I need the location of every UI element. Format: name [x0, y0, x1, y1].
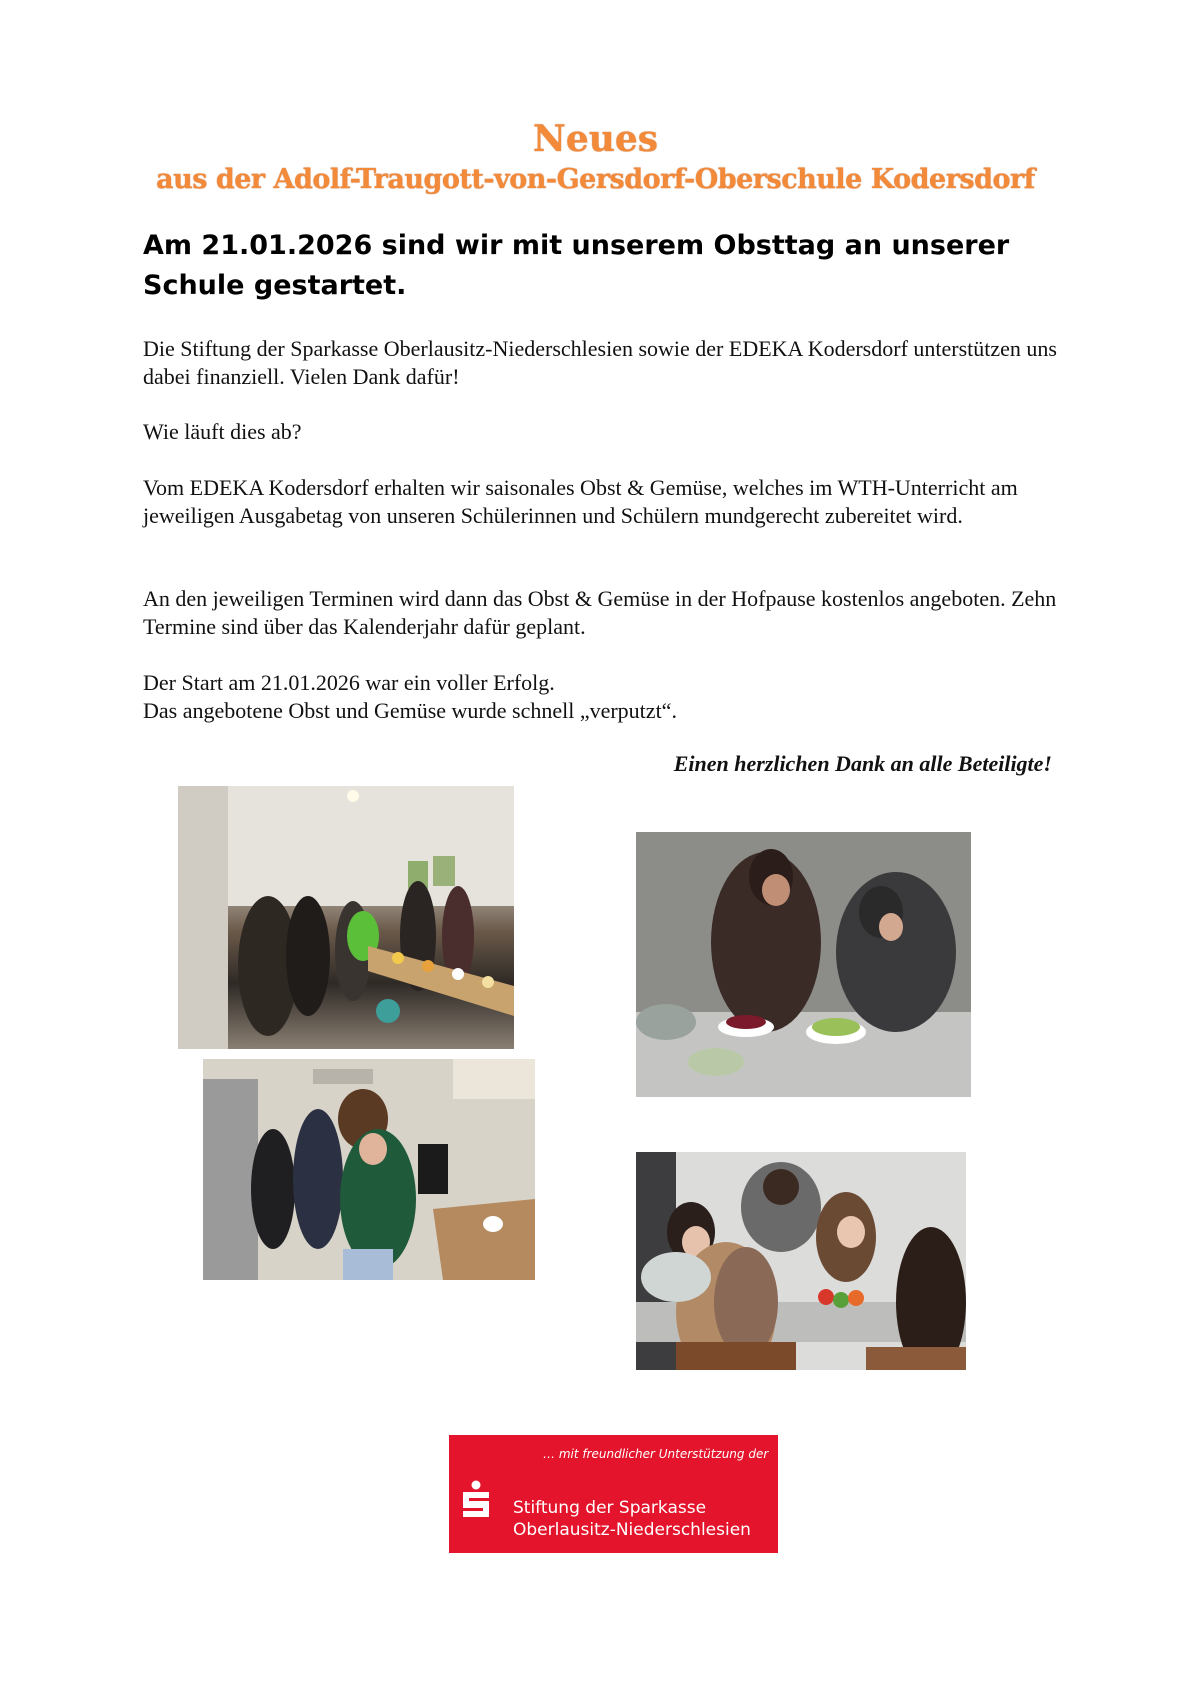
logo-tagline: … mit freundlicher Unterstützung der — [543, 1447, 769, 1461]
paragraph-closing — [143, 669, 1063, 725]
photo-hallway-buffet — [178, 786, 514, 1049]
photo-students-table — [636, 1152, 966, 1370]
paragraph-schedule: An den jeweiligen Terminen wird dann das Obst & Gemüse in der Hofpause kostenlos angeboten. Zehn Termine sind über das Kalenderjahr dafür geplant. — [143, 586, 1057, 639]
article-headline: Am 21.01.2026 sind wir mit unserem Obsttag an unserer Schule gestartet. — [143, 230, 1010, 301]
photo-kitchen — [203, 1059, 535, 1280]
sparkasse-s-icon — [460, 1480, 492, 1520]
page-subtitle: aus der Adolf-Traugott-von-Gersdorf-Oberschule Kodersdorf — [156, 164, 1035, 195]
logo-line-1: Stiftung der Sparkasse — [513, 1498, 707, 1518]
paragraph-process: Vom EDEKA Kodersdorf erhalten wir saisonales Obst & Gemüse, welches im WTH-Unterricht am jeweiligen Ausgabetag von unseren Schülerinnen und Schülern mundgerecht zubereitet wird. — [143, 475, 1018, 528]
closing-line-2: Das angebotene Obst und Gemüse wurde schnell „verputzt“. — [143, 698, 677, 723]
sparkasse-foundation-logo — [449, 1435, 778, 1553]
logo-line-2: Oberlausitz-Niederschlesien — [513, 1520, 751, 1540]
paragraph-question: Wie läuft dies ab? — [143, 419, 302, 444]
paragraph-sponsors: Die Stiftung der Sparkasse Oberlausitz-Niederschlesien sowie der EDEKA Kodersdorf unterstützen uns dabei finanziell. Vielen Dank dafür! — [143, 336, 1057, 389]
closing-line-1: Der Start am 21.01.2026 war ein voller Erfolg. — [143, 670, 555, 695]
page-title: Neues — [532, 118, 659, 160]
photo-fruit-preparation — [636, 832, 971, 1097]
thanks-line: Einen herzlichen Dank an alle Beteiligte! — [673, 751, 1052, 776]
